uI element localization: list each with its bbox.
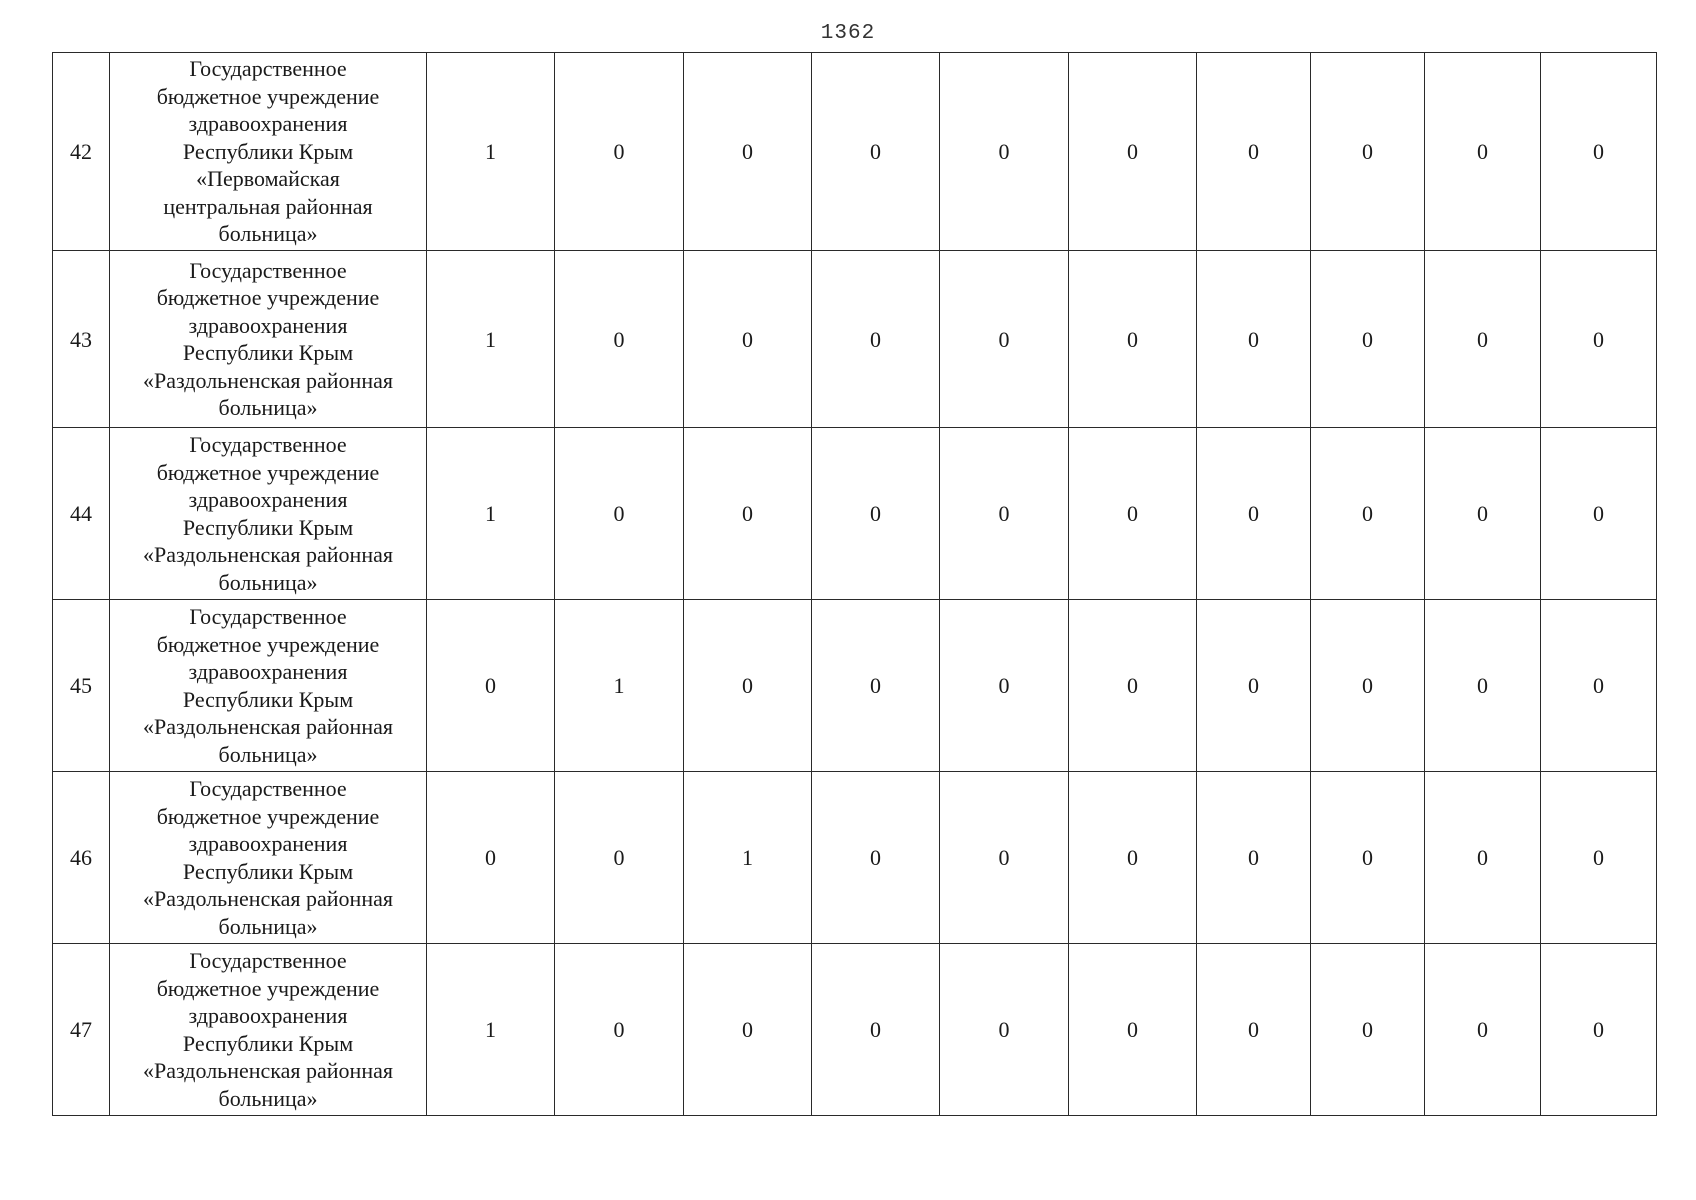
value-cell: 0 — [555, 53, 684, 251]
value-cell: 0 — [1541, 53, 1657, 251]
value-cell: 0 — [1197, 944, 1311, 1116]
value-cell: 0 — [555, 251, 684, 428]
institution-name-line: «Раздольненская районная — [143, 886, 393, 911]
row-number: 47 — [53, 944, 110, 1116]
table-row — [53, 772, 1657, 944]
institution-name-line: бюджетное учреждение — [156, 285, 380, 310]
value-cell: 0 — [1541, 428, 1657, 600]
institution-name-line: здравоохранения — [188, 312, 348, 338]
value-cell: 1 — [427, 428, 555, 600]
institution-name — [110, 944, 427, 1116]
institution-name-line: здравоохранения — [188, 487, 348, 512]
value-cell: 0 — [1541, 251, 1657, 428]
institution-name — [110, 600, 427, 772]
institution-name — [110, 772, 427, 944]
institution-name-line: больница» — [218, 1085, 318, 1111]
value-cell: 0 — [1069, 428, 1197, 600]
value-cell: 0 — [1197, 53, 1311, 251]
institution-name-line: Государственное — [189, 56, 347, 82]
value-cell: 1 — [555, 600, 684, 772]
value-cell: 1 — [427, 53, 555, 251]
value-cell: 0 — [1311, 251, 1425, 428]
institution-name-line: Республики Крым — [182, 340, 354, 365]
institution-name-line: центральная районная — [163, 193, 373, 219]
value-cell: 0 — [1197, 600, 1311, 772]
value-cell: 0 — [812, 428, 940, 600]
value-cell: 0 — [940, 600, 1069, 772]
value-cell: 0 — [1541, 944, 1657, 1116]
value-cell: 0 — [1541, 600, 1657, 772]
value-cell: 0 — [940, 251, 1069, 428]
value-cell: 0 — [427, 772, 555, 944]
value-cell: 1 — [427, 944, 555, 1116]
institution-name-line: Государственное — [189, 604, 347, 629]
value-cell: 0 — [1197, 772, 1311, 944]
data-table — [52, 52, 1657, 1116]
institution-name — [110, 251, 427, 428]
table-body — [53, 53, 1657, 1116]
institution-name-line: Государственное — [189, 948, 347, 973]
institution-name-line: бюджетное учреждение — [156, 803, 380, 829]
value-cell: 0 — [684, 251, 812, 428]
row-number: 45 — [53, 600, 110, 772]
institution-name-line: Государственное — [189, 257, 347, 283]
institution-name-line: «Первомайская — [196, 166, 340, 192]
value-cell: 1 — [684, 772, 812, 944]
value-cell: 0 — [812, 772, 940, 944]
value-cell: 0 — [940, 944, 1069, 1116]
institution-name-line: здравоохранения — [188, 1003, 348, 1028]
value-cell: 0 — [1069, 772, 1197, 944]
value-cell: 0 — [684, 428, 812, 600]
table-row — [53, 251, 1657, 428]
value-cell: 0 — [684, 600, 812, 772]
institution-name-line: бюджетное учреждение — [156, 975, 380, 1001]
institution-name-line: больница» — [218, 569, 318, 595]
value-cell: 0 — [1311, 944, 1425, 1116]
institution-name-line: Республики Крым — [182, 686, 354, 712]
value-cell: 0 — [1425, 53, 1541, 251]
value-cell: 0 — [812, 600, 940, 772]
institution-name-line: Государственное — [189, 776, 347, 801]
value-cell: 0 — [940, 772, 1069, 944]
institution-name-line: «Раздольненская районная — [143, 542, 393, 567]
value-cell: 0 — [1069, 251, 1197, 428]
row-number: 44 — [53, 428, 110, 600]
value-cell: 0 — [1311, 600, 1425, 772]
table-row — [53, 600, 1657, 772]
value-cell: 0 — [427, 600, 555, 772]
row-number: 43 — [53, 251, 110, 428]
value-cell: 0 — [1197, 428, 1311, 600]
institution-name-line: здравоохранения — [188, 831, 348, 856]
value-cell: 0 — [1425, 428, 1541, 600]
institution-name-line: больница» — [218, 741, 318, 767]
value-cell: 0 — [1069, 53, 1197, 251]
value-cell: 0 — [1311, 428, 1425, 600]
institution-name-line: здравоохранения — [188, 111, 348, 137]
value-cell: 0 — [1541, 772, 1657, 944]
institution-name-line: больница» — [218, 395, 318, 420]
institution-name-line: бюджетное учреждение — [156, 459, 380, 485]
value-cell: 0 — [555, 772, 684, 944]
institution-name-line: Республики Крым — [182, 138, 354, 164]
value-cell: 0 — [812, 53, 940, 251]
institution-name-line: Государственное — [189, 432, 347, 457]
institution-name-line: бюджетное учреждение — [156, 83, 380, 109]
value-cell: 0 — [1425, 600, 1541, 772]
row-number: 42 — [53, 53, 110, 251]
table-row — [53, 428, 1657, 600]
table-row — [53, 944, 1657, 1116]
institution-name-line: «Раздольненская районная — [143, 714, 393, 739]
institution-name-line: Республики Крым — [182, 858, 354, 884]
institution-name-line: «Раздольненская районная — [143, 367, 393, 393]
institution-name-line: Республики Крым — [182, 514, 354, 540]
institution-name-line: «Раздольненская районная — [143, 1058, 393, 1083]
value-cell: 0 — [812, 944, 940, 1116]
value-cell: 0 — [1069, 944, 1197, 1116]
value-cell: 0 — [1311, 53, 1425, 251]
value-cell: 0 — [555, 944, 684, 1116]
value-cell: 0 — [1069, 600, 1197, 772]
value-cell: 1 — [427, 251, 555, 428]
row-number: 46 — [53, 772, 110, 944]
institution-name-line: Республики Крым — [182, 1030, 354, 1056]
institution-name-line: больница» — [218, 913, 318, 939]
value-cell: 0 — [1425, 772, 1541, 944]
value-cell: 0 — [684, 944, 812, 1116]
institution-name-line: здравоохранения — [188, 659, 348, 684]
institution-name-line: бюджетное учреждение — [156, 631, 380, 657]
page-number: 1362 — [820, 22, 876, 45]
institution-name-line: больница» — [218, 221, 318, 247]
value-cell: 0 — [940, 428, 1069, 600]
value-cell: 0 — [684, 53, 812, 251]
value-cell: 0 — [1425, 944, 1541, 1116]
table-row — [53, 53, 1657, 251]
institution-name — [110, 428, 427, 600]
value-cell: 0 — [940, 53, 1069, 251]
value-cell: 0 — [1197, 251, 1311, 428]
value-cell: 0 — [1311, 772, 1425, 944]
value-cell: 0 — [1425, 251, 1541, 428]
institution-name — [110, 53, 427, 251]
value-cell: 0 — [555, 428, 684, 600]
value-cell: 0 — [812, 251, 940, 428]
